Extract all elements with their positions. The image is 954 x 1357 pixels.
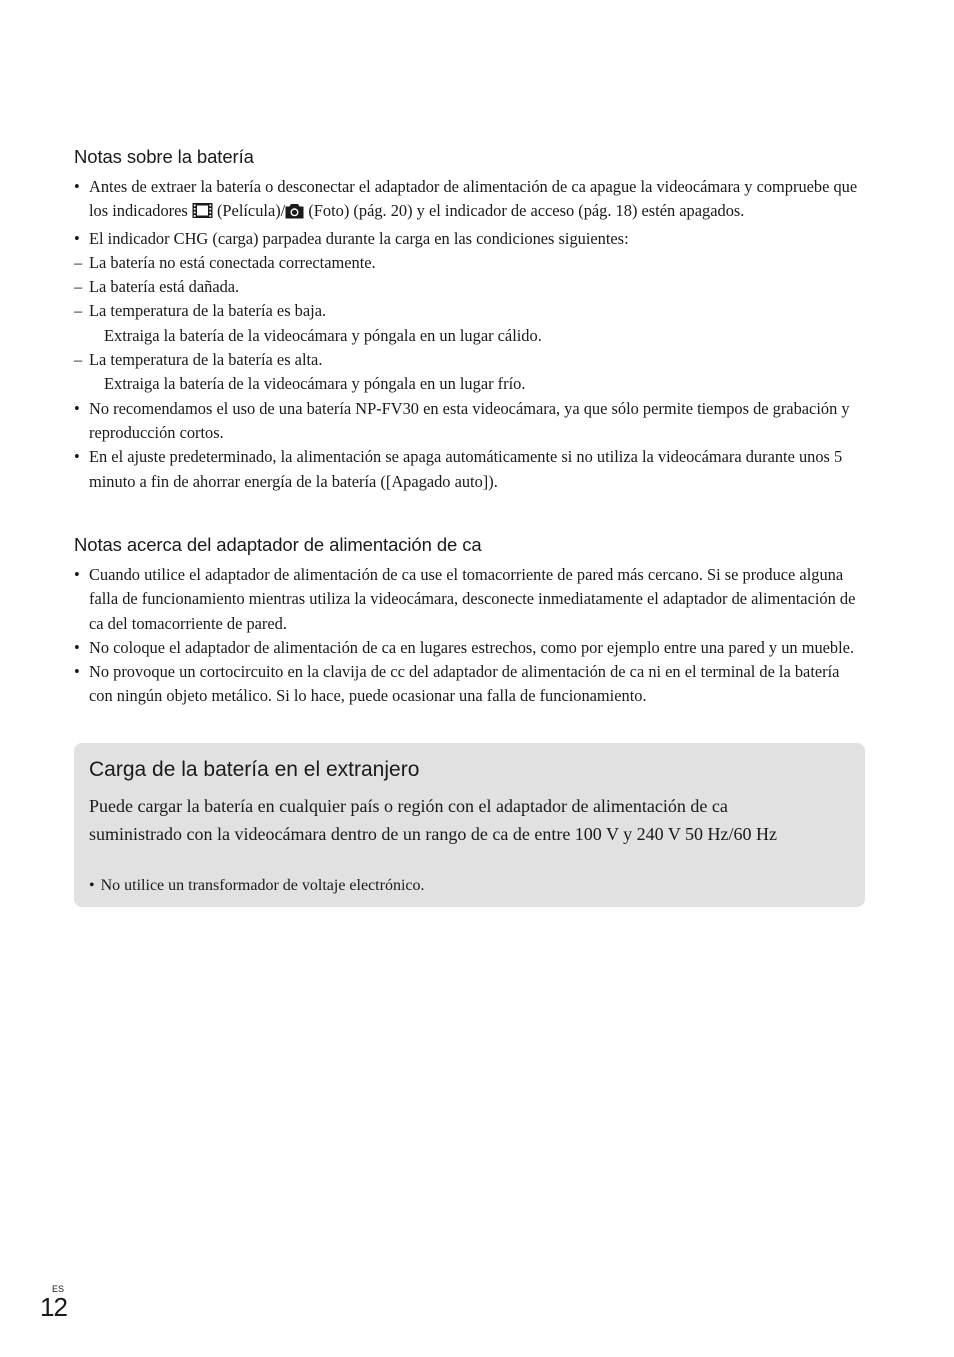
list-item: • Cuando utilice el adaptador de alimentación de ca use el tomacorriente de pared más cercano. Si se produce alguna falla de funcionamiento mientras utiliza la videocámara, desconecte inmediatamente el adaptador de alimentación de ca del tomacorriente de pared.	[74, 565, 856, 633]
adapter-notes-list	[74, 563, 864, 709]
info-box-charging-abroad	[74, 743, 865, 907]
sub-item: – La temperatura de la batería es baja.	[74, 301, 327, 321]
list-item: • No provoque un cortocircuito en la clavija de cc del adaptador de alimentación de ca ni en el terminal de la batería con ningún objeto metálico. Si lo hace, puede ocasionar una falla de funcionamiento.	[74, 662, 840, 706]
sub-item: – La temperatura de la batería es alta.	[74, 350, 323, 370]
list-item: • No recomendamos el uso de una batería NP-FV30 en esta videocámara, ya que sólo permite tiempos de grabación y reproducción cortos.	[74, 398, 850, 442]
sub-item: – La batería no está conectada correctamente.	[74, 252, 376, 272]
sub-item: – La batería está dañada.	[74, 277, 240, 297]
list-item: • Antes de extraer la batería o desconectar el adaptador de alimentación de ca apague la videocámara y compruebe que los indicadores (Película)/ (Foto) (pág. 20) y el indicador de acceso (pág. 18) estén apagados.	[74, 175, 864, 227]
section-title-battery: Notas sobre la batería	[74, 146, 254, 167]
list-item: • El indicador CHG (carga) parpadea durante la carga en las condiciones siguientes: – La batería no está conectada correctamente. – La batería está dañada. – La temperatura de la batería es baja. Extraiga la batería de la videocámara y póngala en un lugar cálido. – La temperatura de la batería es alta. Extraiga la batería de la videocámara y póngala en un lugar frío.	[74, 227, 864, 397]
movie-icon	[192, 202, 213, 226]
bullet: •	[74, 177, 80, 196]
bullet: •	[74, 637, 80, 657]
page-number: 12	[40, 1292, 67, 1322]
language-code: ES	[52, 1284, 65, 1294]
camera-icon	[285, 202, 304, 226]
info-box-note: • No utilice un transformador de voltaje electrónico.	[89, 877, 425, 894]
info-box-body: Puede cargar la batería en cualquier país o región con el adaptador de alimentación de ca suministrado con la videocámara dentro de un rango de ca de entre 100 V y 240 V 50 Hz/60 Hz	[89, 796, 777, 844]
bullet: •	[74, 565, 80, 584]
bullet: •	[74, 662, 80, 682]
sub-item-continuation: Extraiga la batería de la videocámara y póngala en un lugar cálido.	[104, 325, 542, 345]
bullet: •	[74, 398, 80, 418]
info-box-title: Carga de la batería en el extranjero	[89, 758, 420, 781]
bullet: •	[74, 447, 80, 467]
list-item: • No coloque el adaptador de alimentación de ca en lugares estrechos, como por ejemplo entre una pared y un mueble.	[74, 636, 864, 660]
list-item: • En el ajuste predeterminado, la alimentación se apaga automáticamente si no utiliza la videocámara durante unos 5 minuto a fin de ahorrar energía de la batería ([Apagado auto]).	[74, 447, 843, 491]
bullet: •	[74, 228, 80, 248]
sub-item-continuation: Extraiga la batería de la videocámara y póngala en un lugar frío.	[104, 374, 526, 394]
section-title-adapter: Notas acerca del adaptador de alimentación de ca	[74, 534, 482, 555]
battery-notes-list	[74, 175, 864, 494]
bullet: •	[89, 877, 95, 894]
